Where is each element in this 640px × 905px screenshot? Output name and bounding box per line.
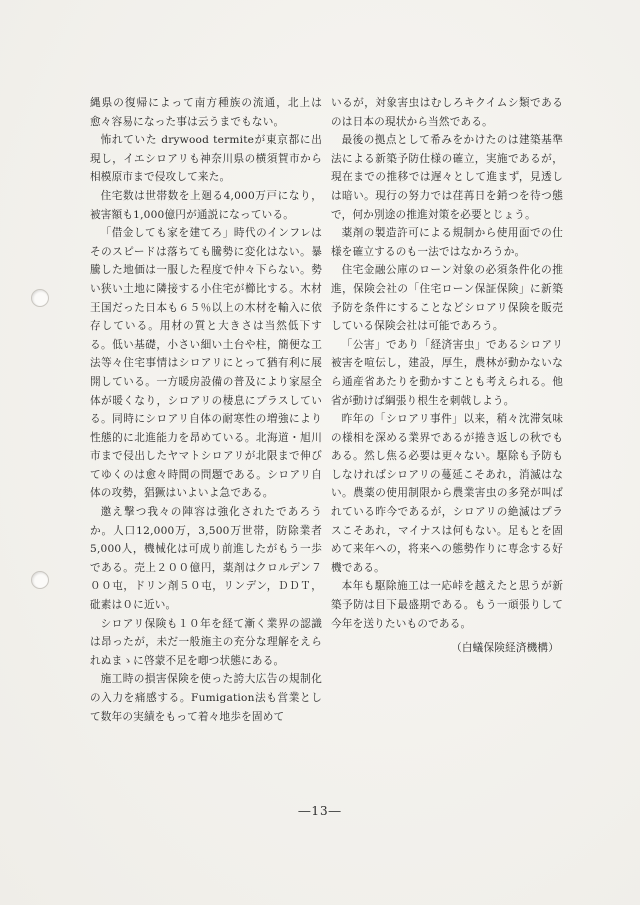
paragraph: 「借金しても家を建てろ」時代のインフレはそのスピードは落ちても騰勢に変化はない。暴騰した地価は一服した程度で仲々下らない。勢い狭い土地に隣接する小住宅が櫛比する。木材王国だった日本も６５％以上の木材を輸入に依存している。用材の質と大きさは当然低下する。低い基礎，小さい細い土台や柱，簡便な工法等々住宅事情はシロアリにとって猶有利に展開している。一方暖房設備の普及により家屋全体が暖くなり，シロアリの棲息にプラスしている。同時にシロアリ自体の耐寒性の増強により性態的に北進能力を昂めている。北海道・旭川市まで侵出したヤマトシロアリが北限まで伸びてゆくのは愈々時間の問題である。シロアリ自体の攻勢，猖獗はいよいよ急である。 — [90, 227, 322, 500]
paragraph: 施工時の損害保険を使った誇大広告の規制化の入力を痛感する。Fumigation法も営業として数年の実績をもって着々地歩を固めて — [90, 673, 322, 723]
punch-hole-top — [31, 289, 49, 307]
paragraph: 邀え撃つ我々の陣容は強化されたであろうか。人口12,000万，3,500万世帯，防除業者5,000人，機械化は可成り前進したがもう一歩である。売上２００億円，薬剤はクロルデン７００屯，ドリン剤５０屯，リンデン，ＤＤＴ，砒素は０に近い。 — [90, 506, 322, 612]
paragraph: 昨年の「シロアリ事件」以来，稍々沈滞気味の様相を深める業界であるが捲き返しの秋でもある。然し焦る必要は更々ない。駆除も予防もしなければシロアリの蔓延こそあれ，消滅はない。農薬の使用制限から農業害虫の多発が叫ばれている昨今であるが，シロアリの絶滅はプラスこそあれ，マイナスは何もない。足もとを固めて来年への，将来への態勢作りに専念する好機である。 — [331, 413, 563, 574]
punch-hole-bottom — [31, 571, 49, 589]
paragraph: 薬剤の製造許可による規制から使用面での仕様を確立するのも一法ではなかろうか。 — [331, 227, 563, 258]
paragraph: 住宅数は世帯数を上廻る4,000万戸になり，被害額も1,000億円が通説になっている。 — [90, 189, 322, 221]
page-number: ―13― — [298, 804, 342, 818]
paragraph: シロアリ保険も１０年を経て漸く業界の認識は昂ったが，未だ一般施主の充分な理解をえられぬまゝに啓蒙不足を喞つ状態にある。 — [90, 617, 322, 667]
author-signature: （白蟻保険経済機構） — [451, 642, 559, 655]
paragraph: 縄県の復帰によって南方種族の流通，北上は愈々容易になった事は云うまでもない。 — [90, 97, 322, 128]
paragraph: 本年も駆除施工は一応峠を越えたと思うが新築予防は目下最盛期である。もう一頑張りして今年を送りたいものである。 — [331, 580, 563, 630]
paragraph: いるが，対象害虫はむしろキクイムシ類であるのは日本の現状から当然である。 — [331, 97, 563, 128]
right-column — [331, 94, 563, 658]
paragraph: 住宅金融公庫のローン対象の必須条件化の推進，保険会社の「住宅ローン保証保険」に新築予防を条件にすることなどシロアリ保険を販売している保険会社は可能であろう。 — [331, 264, 563, 333]
left-column — [90, 94, 322, 726]
paragraph: 最後の拠点として希みをかけたのは建築基準法による新築予防仕様の確立，実施であるが，現在までの推移では遅々として進まず，見透しは暗い。現行の努力では荏苒日を銷つを待つ態で，何か別途の推進対策を必要とじょう。 — [331, 134, 563, 221]
paragraph: 「公害」であり「経済害虫」であるシロアリ被害を喧伝し，建設，厚生，農林が動かないなら通産省あたりを動かすことも考えられる。他省が動けば綱張り根生を刺戟しよう。 — [331, 338, 563, 407]
paragraph: 怖れていた drywood termiteが東京都に出現し，イエシロアリも神奈川県の横須賀市から相模原市まで侵攻して来た。 — [90, 134, 322, 184]
